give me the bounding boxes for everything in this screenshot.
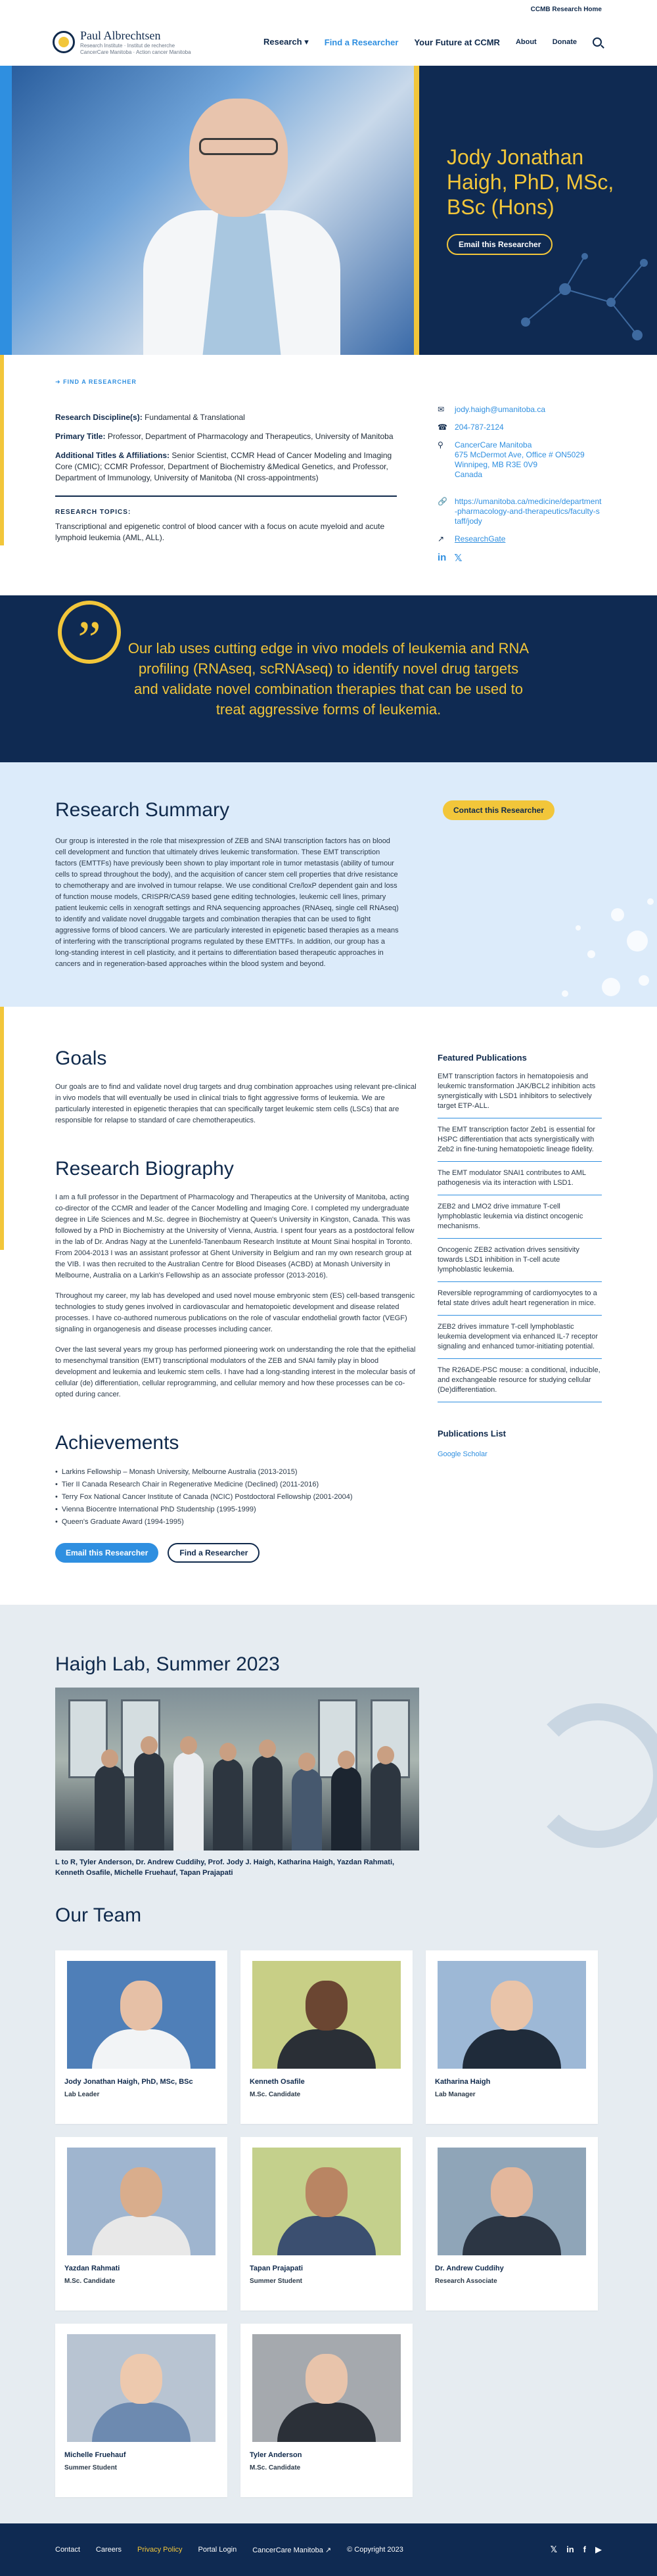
team-member-photo	[252, 2148, 401, 2255]
contact-researcher-button[interactable]: Contact this Researcher	[443, 800, 555, 820]
team-member-name: Tyler Anderson	[250, 2451, 302, 2459]
team-member-photo	[252, 1961, 401, 2069]
team-member-card[interactable]	[240, 1950, 413, 2124]
google-scholar-link[interactable]: Google Scholar	[438, 1450, 487, 1458]
logo-org-fr: Action cancer Manitoba	[135, 49, 191, 55]
publication-item[interactable]: EMT transcription factors in hematopoiesis and leukemic transformation JAK/BCL2 inhibition acts synergistically with LSD1 inhibitors to selectively target ETP-ALL.	[438, 1072, 602, 1118]
chevron-down-icon: ▾	[304, 37, 309, 47]
team-title: Our Team	[55, 1904, 142, 1926]
phone-icon: ☎	[438, 423, 447, 432]
footer-ccmb-link[interactable]: CancerCare Manitoba ↗	[252, 2546, 332, 2554]
list-item: • Larkins Fellowship – Monash University, Melbourne Australia (2013-2015)	[55, 1466, 419, 1479]
website-link[interactable]: https://umanitoba.ca/medicine/department-pharmacology-and-therapeutics/faculty-staff/jody	[455, 497, 602, 526]
nav-donate[interactable]: Donate	[552, 38, 577, 46]
team-member-photo	[252, 2334, 401, 2442]
address-link[interactable]: CancerCare Manitoba 675 McDermot Ave, Office # ON5029 Winnipeg, MB R3E 0V9 Canada	[455, 440, 585, 479]
publication-item[interactable]: The EMT modulator SNAI1 contributes to AML pathogenesis via its interaction with LSD1.	[438, 1168, 602, 1195]
team-member-role: Summer Student	[250, 2278, 303, 2285]
footer-careers-link[interactable]: Careers	[95, 2546, 122, 2554]
team-member-card[interactable]	[55, 2324, 227, 2497]
biography-paragraph: I am a full professor in the Department of Pharmacology and Therapeutics at the University of Manitoba, acting co-director of the CCMR and leader of the Cancer Modelling and Imaging Core. I completed my undergraduate degree in Life Sciences and M.Sc. degree in Biochemistry at Queen's University in Kingston, Canada. This was followed by a PhD in Biochemistry at the University of Vienna, Austria. I spent four years as a postdoctoral fellow in the lab of Dr. Andras Nagy at the Lunenfeld-Tanenbaum Research Institute at Mount Sinai hospital in Toronto. From 2004-2013 I was an assistant professor at Ghent University in Belgium and ran my own research group at the VIB. I was then recruited to the Australian Centre for Blood Diseases (ACBD) at Monash University in Melbourne, Australia on a Larkin's Fellowship as an associate professor (2013-2016).	[55, 1193, 415, 1279]
external-link-icon: ↗	[438, 534, 445, 543]
team-member-role: Lab Leader	[64, 2091, 100, 2098]
group-photo	[55, 1688, 419, 1851]
researcher-name: Jody Jonathan Haigh, PhD, MSc, BSc (Hons)	[447, 145, 614, 219]
link-icon: 🔗	[438, 497, 447, 506]
x-icon[interactable]: 𝕏	[550, 2544, 558, 2554]
team-member-card[interactable]	[426, 2137, 598, 2311]
research-summary-text: Our group is interested in the role that misexpression of ZEB and SNAI transcription factors has on blood cell development and function that ultimately drives leukemic transformation. These EMT transcription factors (EMTTFs) have previously been shown to play important role in tumor metastasis (ability of tumour cells to spread throughout the body), and the acquisition of cancer stem cell properties that drive resistance to chemotherapy and are involved in tumour relapse. We use conditional Cre/loxP dependent gain and loss of function mouse models, CRISPR/CAS9 based gene editing technologies, leukemic cell lines, primary patient leukemic cells in xenograft settings and RNA sequencing approaches (RNAseq, single cell RNAseq) to identify and validate novel druggable targets and combination therapies that can be used to fight aggressive forms of blood cancers. We are particularly interested in epigenetic based therapies as a means of interfering with the transcriptional programs regulated by these EMTTFs. In addition, our group has a long-standing interest in cell plasticity, and it pertains to differentiation based therapeutic approaches in cancers and in regeneration-based approaches within the blood system and beyond.	[55, 837, 399, 968]
featured-publications-title: Featured Publications	[438, 1053, 527, 1063]
team-member-role: Research Associate	[435, 2278, 497, 2285]
achievements-title: Achievements	[55, 1432, 179, 1454]
team-member-name: Kenneth Osafile	[250, 2078, 305, 2086]
breadcrumb[interactable]: ➜ FIND A RESEARCHER	[55, 379, 137, 385]
phone-link[interactable]: 204-787-2124	[455, 423, 504, 432]
goals-title: Goals	[55, 1047, 107, 1069]
team-member-role: M.Sc. Candidate	[250, 2091, 301, 2098]
content-section	[0, 1007, 657, 1605]
decorative-ring	[526, 1703, 657, 1848]
footer-privacy-link[interactable]: Privacy Policy	[137, 2546, 183, 2554]
footer-portal-login-link[interactable]: Portal Login	[198, 2546, 237, 2554]
team-member-card[interactable]	[426, 1950, 598, 2124]
team-member-name: Michelle Fruehauf	[64, 2451, 126, 2459]
logo-title: Paul Albrechtsen	[80, 28, 161, 42]
contact-panel	[438, 355, 602, 564]
research-summary	[0, 762, 657, 1007]
publication-item[interactable]: ZEB2 drives immature T-cell lymphoblastic leukemia development via enhanced IL-7 receptor signaling and enhanced tumor-initiating potential.	[438, 1322, 602, 1359]
publication-item[interactable]: ZEB2 and LMO2 drive immature T-cell lymphoblastic leukemia via distinct oncogenic mechanisms.	[438, 1202, 602, 1239]
footer-contact-link[interactable]: Contact	[55, 2546, 80, 2554]
list-item: • Queen's Graduate Award (1994-1995)	[55, 1516, 419, 1529]
researcher-photo	[12, 66, 414, 355]
team-member-name: Jody Jonathan Haigh, PhD, MSc, BSc	[64, 2078, 193, 2086]
publication-item[interactable]: Oncogenic ZEB2 activation drives sensitivity towards LSD1 inhibition in T-cell acute lymphoblastic leukemia.	[438, 1245, 602, 1282]
quote-text: Our lab uses cutting edge in vivo models of leukemia and RNA profiling (RNAseq, scRNAseq) to identify novel drug targets and validate novel combination therapies that can be used to treat aggressive forms of leukemia.	[127, 640, 530, 718]
lab-title: Haigh Lab, Summer 2023	[55, 1653, 280, 1675]
main-nav	[263, 37, 602, 47]
team-member-card[interactable]	[240, 2137, 413, 2311]
research-summary-title: Research Summary	[55, 799, 230, 821]
arrow-icon: ➜	[55, 379, 61, 385]
list-item: • Terry Fox National Cancer Institute of Canada (NCIC) Postdoctoral Fellowship (2001-2004)	[55, 1491, 419, 1504]
bubbles-graphic	[447, 875, 657, 1007]
team-member-photo	[67, 2148, 215, 2255]
biography-paragraph: Throughout my career, my lab has developed and used novel mouse embryonic stem (ES) cell-based transgenic technologies to study genes involved in cardiovascular and hematopoietic development and disease related processes. I have co-authored numerous publications on the role of vascular endothelial growth factor (VEGF) signaling in organogenesis and disease processes including cancer.	[55, 1292, 415, 1333]
divider	[55, 495, 397, 497]
team-member-name: Dr. Andrew Cuddihy	[435, 2265, 504, 2272]
team-member-card[interactable]	[240, 2324, 413, 2497]
x-icon[interactable]: 𝕏	[454, 553, 463, 564]
site-footer	[0, 2523, 657, 2576]
biography-paragraph: Over the last several years my group has performed pioneering work on understanding the role that the epithelial to mesenchymal transition (EMT) transcriptional modulators of the ZEB and SNAI family play in blood development and leukemia and leukemic stem cells. I have had a long-standing interest in the molecular basis of cellular (de) differentiation, cellular reprogramming, and cellular memory and how these processes can be co-opted during cancer.	[55, 1346, 416, 1398]
email-researcher-button[interactable]: Email this Researcher	[55, 1543, 158, 1563]
email-link[interactable]: jody.haigh@umanitoba.ca	[455, 405, 546, 414]
logo-org-en: CancerCare Manitoba	[80, 49, 132, 55]
team-member-photo	[438, 1961, 586, 2069]
molecule-graphic	[512, 243, 657, 348]
team-member-photo	[67, 2334, 215, 2442]
profile-section	[0, 355, 657, 564]
researchgate-link[interactable]: ResearchGate	[455, 534, 506, 543]
list-item: • Vienna Biocentre International PhD Studentship (1995-1999)	[55, 1504, 419, 1516]
team-member-name: Yazdan Rahmati	[64, 2265, 120, 2272]
logo-subtitle-fr: Institut de recherche	[127, 42, 175, 49]
team-member-photo	[438, 2148, 586, 2255]
hero	[0, 66, 657, 355]
nav-about[interactable]: About	[515, 38, 537, 46]
achievements-list	[55, 1466, 419, 1529]
site-header	[0, 18, 657, 66]
publication-item[interactable]: Reversible reprogramming of cardiomyocytes to a fetal state drives adult heart regeneration in mice.	[438, 1289, 602, 1316]
logo-icon	[53, 31, 75, 53]
research-topics-title: RESEARCH TOPICS:	[55, 509, 131, 516]
team-member-role: M.Sc. Candidate	[64, 2278, 116, 2285]
logo-subtitle-en: Research Institute	[80, 42, 123, 49]
quote-icon: ”	[58, 601, 121, 664]
logo[interactable]: Paul Albrechtsen Research Institute · Institut de recherche CancerCare Manitoba · Action cancer Manitoba	[53, 29, 191, 56]
hero-info	[419, 66, 657, 355]
location-icon: ⚲	[438, 440, 443, 449]
research-topics: Transcriptional and epigenetic control of blood cancer with a focus on acute myeloid and acute lymphoid leukemia (AML, ALL).	[55, 522, 385, 542]
quote-banner	[0, 595, 657, 762]
ccmb-research-home-link[interactable]: CCMB Research Home	[530, 5, 602, 13]
biography-title: Research Biography	[55, 1158, 234, 1180]
search-icon[interactable]	[593, 37, 602, 47]
team-member-name: Katharina Haigh	[435, 2078, 491, 2086]
list-item: • Tier II Canada Research Chair in Regenerative Medicine (Declined) (2011-2016)	[55, 1479, 419, 1491]
email-researcher-button[interactable]: Email this Researcher	[447, 234, 553, 255]
copyright: © Copyright 2023	[347, 2546, 403, 2554]
nav-find-a-researcher[interactable]: Find a Researcher	[324, 37, 399, 47]
nav-your-future[interactable]: Your Future at CCMR	[414, 37, 500, 47]
team-member-role: Summer Student	[64, 2464, 118, 2472]
team-member-name: Tapan Prajapati	[250, 2265, 304, 2272]
group-photo-caption: L to R, Tyler Anderson, Dr. Andrew Cuddihy, Prof. Jody J. Haigh, Katharina Haigh, Yazdan Rahmati, Kenneth Osafile, Michelle Fruehauf, Tapan Prajapati	[55, 1858, 395, 1877]
team-member-role: M.Sc. Candidate	[250, 2464, 301, 2472]
content-accent-bar	[0, 1007, 4, 1250]
team-grid	[55, 1950, 602, 2497]
team-member-role: Lab Manager	[435, 2091, 476, 2098]
publications-sidebar	[438, 1007, 602, 1605]
email-icon: ✉	[438, 405, 445, 414]
nav-research[interactable]: Research ▾	[263, 37, 309, 47]
publication-item[interactable]: The EMT transcription factor Zeb1 is essential for HSPC differentiation that acts synergistically with Zeb2 in fine-tuning hematopoietic lineage fidelity.	[438, 1125, 602, 1162]
goals-text: Our goals are to find and validate novel drug targets and drug combination approaches using relevant pre-clinical in vivo models that will eventually be used in clinical trials to fight aggressive forms of leukemia. We are particularly interested in epigenetic therapies that can specifically target leukemic stem cells (LSCs) that are responsible for relapse to standard of care chemotherapeutics.	[55, 1083, 417, 1124]
hero-divider	[414, 66, 419, 355]
profile-accent-bar	[0, 355, 4, 545]
publication-item[interactable]: The R26ADE-PSC mouse: a conditional, inducible, and exchangeable resource for studying cellular (De)differentiation.	[438, 1366, 602, 1402]
additional-titles: Additional Titles & Affiliations: Senior Scientist, CCMR Head of Cancer Modeling and Imaging Core (CMIC); CCMR Professor, Department of Biochemistry &Medical Genetics, and Professor, Department of Immunology, University of Manitoba (NI cross-appointments)	[55, 451, 392, 482]
hero-accent-bar	[0, 66, 12, 355]
team-member-card[interactable]	[55, 2137, 227, 2311]
primary-title: Primary Title: Professor, Department of Pharmacology and Therapeutics, University of Manitoba	[55, 432, 394, 441]
facebook-icon[interactable]: f	[583, 2544, 586, 2554]
team-member-photo	[67, 1961, 215, 2069]
research-disciplines: Research Discipline(s): Fundamental & Translational	[55, 413, 245, 422]
youtube-icon[interactable]: ▶	[595, 2544, 602, 2554]
team-member-card[interactable]	[55, 1950, 227, 2124]
publications-list-title: Publications List	[438, 1429, 507, 1438]
top-strip	[0, 0, 657, 18]
external-link-icon: ↗	[325, 2546, 332, 2554]
linkedin-icon[interactable]: in	[566, 2544, 574, 2554]
lab-section	[0, 1605, 657, 2523]
find-researcher-button[interactable]: Find a Researcher	[168, 1543, 260, 1563]
linkedin-icon[interactable]: in	[438, 552, 447, 563]
